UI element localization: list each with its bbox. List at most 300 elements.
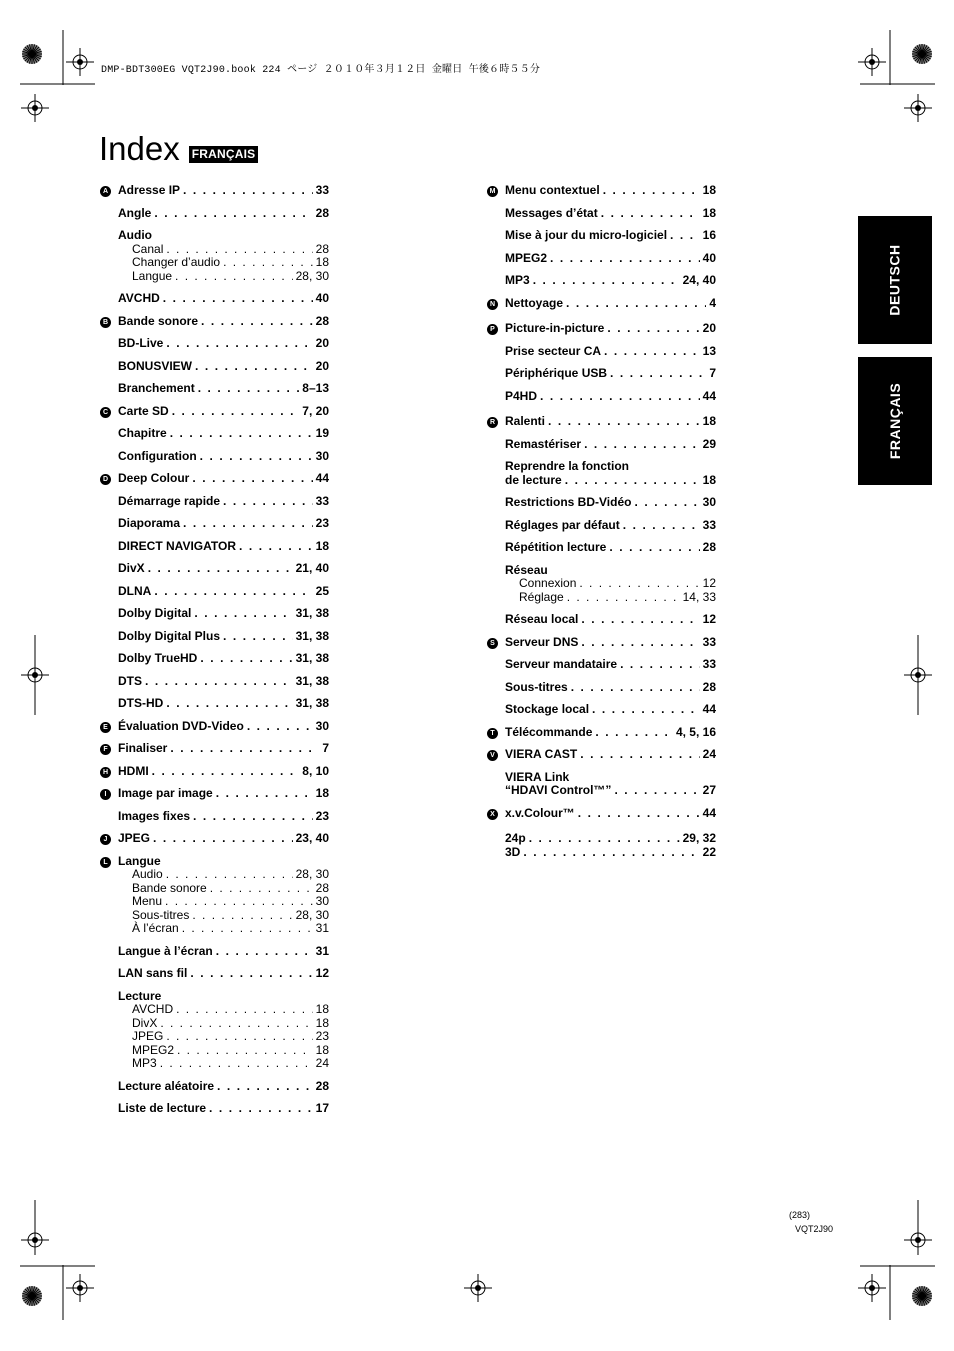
index-sub-entry (132, 882, 329, 896)
page-reference: 28 (702, 540, 716, 554)
index-term-line (118, 1080, 329, 1094)
index-entry (486, 541, 716, 555)
index-entry (99, 405, 329, 419)
index-heading: Audio (118, 228, 152, 242)
index-term: de lecture (505, 472, 562, 487)
index-entry (99, 229, 329, 283)
index-entry (99, 1102, 329, 1116)
dot-leader (550, 252, 700, 266)
index-entry (486, 438, 716, 452)
index-entry (486, 415, 716, 429)
dot-leader (165, 895, 313, 909)
letter-marker-icon: R (487, 417, 498, 428)
index-term-line (118, 562, 329, 576)
index-sub-entry (519, 577, 716, 591)
page-reference: 22 (702, 844, 716, 859)
side-tab-label: DEUTSCH (886, 244, 903, 316)
index-term-line (505, 636, 716, 650)
index-entry (486, 345, 716, 359)
index-term-line (118, 607, 329, 621)
index-term: Stockage local (505, 702, 590, 716)
dot-leader (195, 360, 313, 374)
index-term: JPEG (118, 831, 151, 845)
page-reference: 33 (315, 493, 329, 508)
index-term: Angle (118, 205, 152, 220)
index-term-line (118, 472, 329, 486)
index-term-line (118, 184, 329, 198)
index-entry (486, 460, 716, 487)
index-term: Menu (132, 894, 163, 908)
index-term: Réseau local (505, 612, 579, 626)
page-reference: 16 (702, 228, 716, 242)
dot-leader (601, 207, 700, 221)
index-sub-entry (132, 256, 329, 270)
index-term-line (118, 337, 329, 351)
page-reference: 24 (315, 1056, 329, 1070)
dot-leader (566, 297, 706, 311)
index-term: BD-Live (118, 336, 164, 350)
index-term-line (118, 787, 329, 801)
dot-leader (247, 720, 313, 734)
letter-marker-icon: B (100, 317, 111, 328)
index-term-line (118, 967, 329, 981)
dot-leader (153, 832, 293, 846)
page-reference: 24, 40 (682, 273, 716, 287)
index-term-line (505, 345, 716, 359)
page-reference: 20 (702, 321, 716, 335)
side-tab-label: FRANÇAIS (887, 382, 903, 460)
letter-marker-icon: X (487, 809, 498, 820)
index-term: Périphérique USB (505, 366, 608, 380)
dot-leader (145, 675, 293, 689)
page-reference: 23, 40 (295, 831, 329, 845)
dot-leader (198, 382, 300, 396)
index-sub-entry (132, 243, 329, 257)
page-reference: 27 (702, 783, 716, 797)
index-term: Finaliser (118, 741, 168, 755)
dot-leader (170, 427, 313, 441)
letter-marker-icon: L (100, 857, 111, 868)
index-entry (99, 832, 329, 846)
index-term: x.v.Colour™ (505, 805, 575, 820)
page-reference: 14, 33 (682, 589, 716, 604)
dot-leader (609, 541, 699, 555)
index-term-line (118, 315, 329, 329)
page-reference: 44 (702, 805, 716, 820)
page-reference: 31 (315, 921, 329, 935)
index-entry (99, 855, 329, 936)
index-entry (99, 184, 329, 198)
index-entry (486, 229, 716, 243)
index-term-line (118, 360, 329, 374)
index-term: DTS-HD (118, 696, 164, 710)
index-term: VIERA CAST (505, 747, 578, 761)
index-term: Ralenti (505, 414, 546, 428)
index-term-line (505, 274, 716, 288)
index-term-line (118, 697, 329, 711)
dot-leader (166, 697, 292, 711)
index-term-line (505, 703, 716, 717)
index-sub-entry (132, 922, 329, 936)
index-sub-entries (118, 243, 329, 284)
index-term-line (505, 207, 716, 221)
index-entry (486, 832, 716, 846)
index-term: JPEG (132, 1029, 164, 1043)
dot-leader (183, 184, 313, 198)
dot-leader (200, 450, 313, 464)
index-term-line (505, 784, 716, 798)
index-term: Télécommande (505, 724, 593, 739)
index-term: MPEG2 (505, 250, 548, 265)
index-term: DIRECT NAVIGATOR (118, 538, 237, 553)
page-reference: 18 (315, 255, 329, 269)
page-reference: 12 (315, 966, 329, 980)
index-term-line (505, 390, 716, 404)
print-header-line: DMP-BDT300EG VQT2J90.book 224 ページ ２０１０年３月１２日 金曜日 午後６時５５分 (101, 65, 541, 76)
index-term-line (505, 322, 716, 336)
index-sub-entry (132, 1044, 329, 1058)
index-term-line (118, 832, 329, 846)
index-sub-entries (118, 1003, 329, 1071)
index-entry (486, 726, 716, 740)
index-entry (99, 585, 329, 599)
index-term: Carte SD (118, 403, 169, 418)
page-reference: 29, 32 (682, 831, 716, 845)
letter-marker-icon: E (100, 722, 111, 733)
page-reference: 28 (315, 313, 329, 328)
page-reference: 44 (702, 702, 716, 716)
index-term: AVCHD (132, 1002, 174, 1016)
page-reference: 4 (709, 295, 716, 310)
page-reference: 23 (315, 1029, 329, 1043)
dot-leader (620, 658, 700, 672)
index-term-line (118, 382, 329, 396)
index-term: 24p (505, 831, 526, 845)
index-term: Configuration (118, 448, 197, 463)
index-term-line (505, 613, 716, 627)
index-entry (99, 675, 329, 689)
index-term-line (505, 726, 716, 740)
index-entry (486, 322, 716, 336)
index-term: BONUSVIEW (118, 358, 193, 373)
letter-marker-icon: S (487, 638, 498, 649)
index-term: Messages d’état (505, 205, 598, 220)
index-term: Langue (132, 268, 173, 283)
index-entry (486, 613, 716, 627)
index-term-line1: VIERA Link (505, 769, 570, 784)
index-term-line (118, 585, 329, 599)
index-term: Images fixes (118, 808, 191, 823)
dot-leader (223, 495, 313, 509)
dot-leader (170, 742, 319, 756)
index-term: AVCHD (118, 291, 160, 305)
index-entry (486, 274, 716, 288)
index-term-line (505, 496, 716, 510)
index-entry (99, 382, 329, 396)
page-reference: 24 (702, 747, 716, 761)
language-badge: FRANÇAIS (189, 146, 259, 163)
index-sub-entries (118, 868, 329, 936)
dot-leader (579, 577, 699, 591)
index-term: Dolby Digital (118, 606, 192, 620)
page-reference: 25 (315, 583, 329, 598)
index-entry (99, 720, 329, 734)
index-term-line (505, 367, 716, 381)
index-entry (486, 703, 716, 717)
page-reference: 19 (315, 426, 329, 440)
index-term: Langue à l’écran (118, 943, 213, 958)
dot-leader (160, 1017, 312, 1031)
index-entry (99, 1080, 329, 1094)
dot-leader (182, 922, 313, 936)
dot-leader (578, 807, 700, 821)
index-term: MP3 (132, 1056, 157, 1070)
page-reference: 33 (315, 183, 329, 197)
index-term-line (118, 652, 329, 666)
index-term-line (118, 675, 329, 689)
dot-leader (194, 607, 292, 621)
dot-leader (216, 787, 313, 801)
letter-marker-icon: I (100, 789, 111, 800)
letter-marker-icon: A (100, 186, 111, 197)
index-sub-entries (505, 577, 716, 604)
page-reference: 33 (702, 657, 716, 671)
index-term-line (118, 540, 329, 554)
index-term-line (118, 495, 329, 509)
index-term-line (505, 681, 716, 695)
page-reference: 13 (702, 343, 716, 358)
index-term: Mise à jour du micro-logiciel (505, 228, 668, 242)
dot-leader (223, 630, 293, 644)
index-term-line (118, 517, 329, 531)
index-entry (486, 846, 716, 860)
dot-leader (192, 472, 312, 486)
index-term-line (505, 832, 716, 846)
index-term: Dolby Digital Plus (118, 628, 221, 643)
index-entry (99, 742, 329, 756)
page-reference: 40 (315, 291, 329, 305)
dot-leader (160, 1057, 313, 1071)
index-entry (99, 990, 329, 1071)
dot-leader (670, 229, 700, 243)
dot-leader (584, 438, 700, 452)
index-entry (486, 807, 716, 821)
index-term: Chapitre (118, 426, 167, 440)
dot-leader (176, 1003, 313, 1017)
page-reference: 20 (315, 358, 329, 373)
dot-leader (200, 652, 292, 666)
dot-leader (595, 726, 673, 740)
index-term: Bande sonore (132, 880, 207, 895)
index-entry (486, 252, 716, 266)
page-reference: 31, 38 (295, 696, 329, 710)
index-sub-entry (132, 1003, 329, 1017)
index-term-line (118, 765, 329, 779)
index-entry (486, 184, 716, 198)
index-term-line1: Reprendre la fonction (505, 459, 630, 473)
index-sub-entry (132, 909, 329, 923)
index-entry (99, 765, 329, 779)
index-column-right (486, 184, 716, 868)
index-term: À l’écran (132, 921, 179, 935)
index-term: Prise secteur CA (505, 343, 602, 358)
index-term: MP3 (505, 273, 530, 287)
index-term: Deep Colour (118, 471, 190, 485)
index-term-line (505, 474, 716, 488)
index-entry (99, 360, 329, 374)
index-heading: Langue (118, 853, 161, 868)
letter-marker-icon: J (100, 834, 111, 845)
index-entry (99, 315, 329, 329)
index-column-left (99, 184, 329, 1125)
index-entry (486, 390, 716, 404)
index-term: Picture-in-picture (505, 321, 605, 335)
dot-leader (183, 517, 313, 531)
dot-leader (152, 765, 300, 779)
page-reference: 28 (315, 880, 329, 895)
index-term: Sous-titres (132, 907, 190, 922)
index-term: Branchement (118, 381, 195, 395)
index-term: Changer d’audio (132, 255, 221, 269)
dot-leader (523, 846, 699, 860)
index-term: Évaluation DVD-Video (118, 718, 244, 733)
footer-model-code: VQT2J90 (795, 1224, 834, 1234)
page-reference: 44 (702, 388, 716, 403)
page-reference: 28 (702, 679, 716, 694)
dot-leader (603, 184, 700, 198)
index-entry (99, 495, 329, 509)
letter-marker-icon: H (100, 767, 111, 778)
index-entry (486, 636, 716, 650)
page-reference: 30 (315, 448, 329, 463)
index-entry (486, 658, 716, 672)
page-reference: 7, 20 (302, 403, 329, 418)
index-term-line (118, 1102, 329, 1116)
index-term: Canal (132, 241, 164, 256)
page-reference: 28 (315, 1078, 329, 1093)
letter-marker-icon: M (487, 186, 498, 197)
dot-leader (201, 315, 313, 329)
dot-leader (223, 256, 313, 270)
index-term-line (118, 427, 329, 441)
page-reference: 29 (702, 436, 716, 451)
index-term: DivX (132, 1015, 158, 1030)
page-reference: 40 (702, 250, 716, 265)
page-reference: 18 (702, 472, 716, 487)
index-sub-entry (132, 1030, 329, 1044)
index-entry (99, 810, 329, 824)
page-reference: 18 (702, 183, 716, 197)
dot-leader (190, 967, 312, 981)
index-entry (99, 472, 329, 486)
dot-leader (193, 810, 313, 824)
page-reference: 7 (709, 366, 716, 380)
dot-leader (548, 415, 700, 429)
index-term: Restrictions BD-Vidéo (505, 495, 632, 509)
page-reference: 44 (315, 471, 329, 485)
index-term: Serveur mandataire (505, 657, 618, 671)
index-term-line (505, 438, 716, 452)
side-tab-deutsch[interactable] (858, 216, 932, 344)
index-term: Adresse IP (118, 183, 181, 197)
index-term-line (118, 292, 329, 306)
index-sub-entry (132, 1057, 329, 1071)
index-term: Diaporama (118, 516, 181, 530)
index-term: Liste de lecture (118, 1101, 207, 1115)
index-entry (486, 496, 716, 510)
dot-leader (216, 945, 313, 959)
index-term-line (505, 748, 716, 762)
page-reference: 33 (702, 517, 716, 532)
page-reference: 20 (315, 336, 329, 350)
index-sub-entry (132, 1017, 329, 1031)
index-entry (99, 607, 329, 621)
dot-leader (166, 243, 312, 257)
page-reference: 30 (702, 495, 716, 509)
dot-leader (166, 1030, 312, 1044)
index-sub-entry (132, 270, 329, 284)
page-reference: 31, 38 (295, 628, 329, 643)
dot-leader (175, 270, 293, 284)
page-reference: 28, 30 (295, 268, 329, 283)
index-term-line (118, 720, 329, 734)
index-term: LAN sans fil (118, 966, 188, 980)
index-sub-entry (519, 591, 716, 605)
letter-marker-icon: C (100, 407, 111, 418)
index-entry (486, 564, 716, 605)
index-heading: Réseau (505, 562, 548, 577)
index-sub-entry (132, 895, 329, 909)
dot-leader (623, 519, 700, 533)
dot-leader (581, 636, 699, 650)
index-term: Serveur DNS (505, 634, 579, 649)
index-term-line (505, 229, 716, 243)
index-entry (99, 652, 329, 666)
index-entry (486, 748, 716, 762)
page-reference: 17 (315, 1101, 329, 1115)
index-entry (99, 427, 329, 441)
dot-leader (217, 1080, 313, 1094)
page-reference: 30 (315, 894, 329, 908)
index-term: Audio (132, 867, 163, 881)
index-entry (99, 630, 329, 644)
index-title-block (99, 131, 258, 167)
index-term-line (118, 450, 329, 464)
side-tab-francais[interactable] (858, 357, 932, 485)
dot-leader (540, 390, 700, 404)
index-term: Démarrage rapide (118, 493, 221, 508)
letter-marker-icon: D (100, 474, 111, 485)
dot-leader (571, 681, 700, 695)
index-entry (486, 367, 716, 381)
page-reference: 31, 38 (295, 673, 329, 688)
index-term-line (505, 846, 716, 860)
page-reference: 28 (315, 241, 329, 256)
letter-marker-icon: N (487, 299, 498, 310)
index-term: DLNA (118, 583, 152, 598)
page-reference: 18 (315, 786, 329, 800)
dot-leader (529, 832, 680, 846)
letter-marker-icon: T (487, 728, 498, 739)
page-reference: 7 (322, 741, 329, 755)
page-reference: 23 (315, 516, 329, 530)
index-entry (99, 697, 329, 711)
index-entry (99, 207, 329, 221)
index-entry (99, 967, 329, 981)
page-reference: 23 (315, 808, 329, 823)
index-entry (99, 787, 329, 801)
dot-leader (581, 613, 699, 627)
